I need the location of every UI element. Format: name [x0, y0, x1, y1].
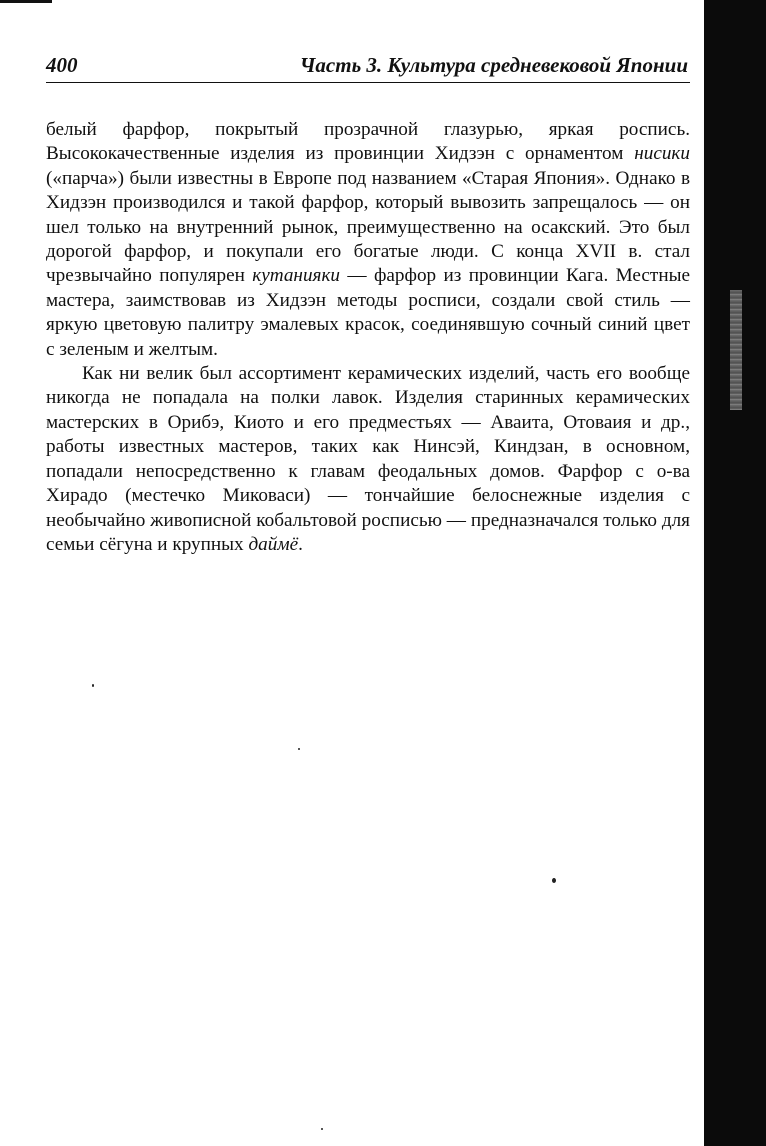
paragraph-1	[46, 118, 690, 362]
paragraph-2	[46, 362, 690, 557]
scan-speck	[552, 878, 556, 883]
scan-speck	[298, 748, 300, 750]
page-number: 400	[46, 53, 78, 77]
term-nisiki: нисики	[634, 143, 690, 165]
scan-artifact-top	[0, 0, 52, 3]
paragraph-2-part-2: .	[298, 533, 303, 555]
running-title: Часть 3. Культура средневековой Японии	[299, 53, 688, 77]
paragraph-2-part-1: Как ни велик был ассортимент керамических изделий, часть его вообще никогда не попадала на полки лавок. Изделия старинных керамических мастерских в Орибэ, Киото и его предместьях — Аваита, Отоваия и др., работы известных мастеров, таких как Нинсэй, Киндзан, в основном, попадали непосредственно к главам феодальных домов. Фарфор с о-ва Хирадо (местечко Миковаси) — тончайшие белоснежные изделия с необычайно живописной кобальтовой росписью — предназначался только для семьи сёгуна и крупных	[46, 363, 690, 555]
paragraph-1-part-2: («парча») были известны в Европе под названием «Старая Япония». Однако в Хидзэн производился и такой фарфор, который вывозить запрещалось — он шел только на внутренний рынок, преимущественно на осакский. Это был дорогой фарфор, и покупали его богатые люди. С конца XVII в. стал чрезвычайно популярен	[46, 167, 690, 287]
scan-artifact-strip	[730, 290, 742, 410]
term-daimyo: даймё	[248, 533, 299, 555]
scan-speck	[321, 1128, 323, 1130]
running-header	[46, 52, 690, 83]
scan-speck	[92, 684, 94, 687]
body-text	[46, 118, 690, 557]
term-kutaniyaki: кутанияки	[252, 265, 341, 287]
scan-dark-edge	[704, 0, 766, 1146]
paragraph-1-part-1: белый фарфор, покрытый прозрачной глазурью, яркая роспись. Высококачественные изделия из провинции Хидзэн с орнаментом	[46, 119, 690, 165]
paragraph-1-part-3: — фарфор из провинции Кага. Местные мастера, заимствовав из Хидзэн методы росписи, создали свой стиль — яркую цветовую палитру эмалевых красок, соединявшую сочный синий цвет с зеленым и желтым.	[46, 265, 690, 360]
